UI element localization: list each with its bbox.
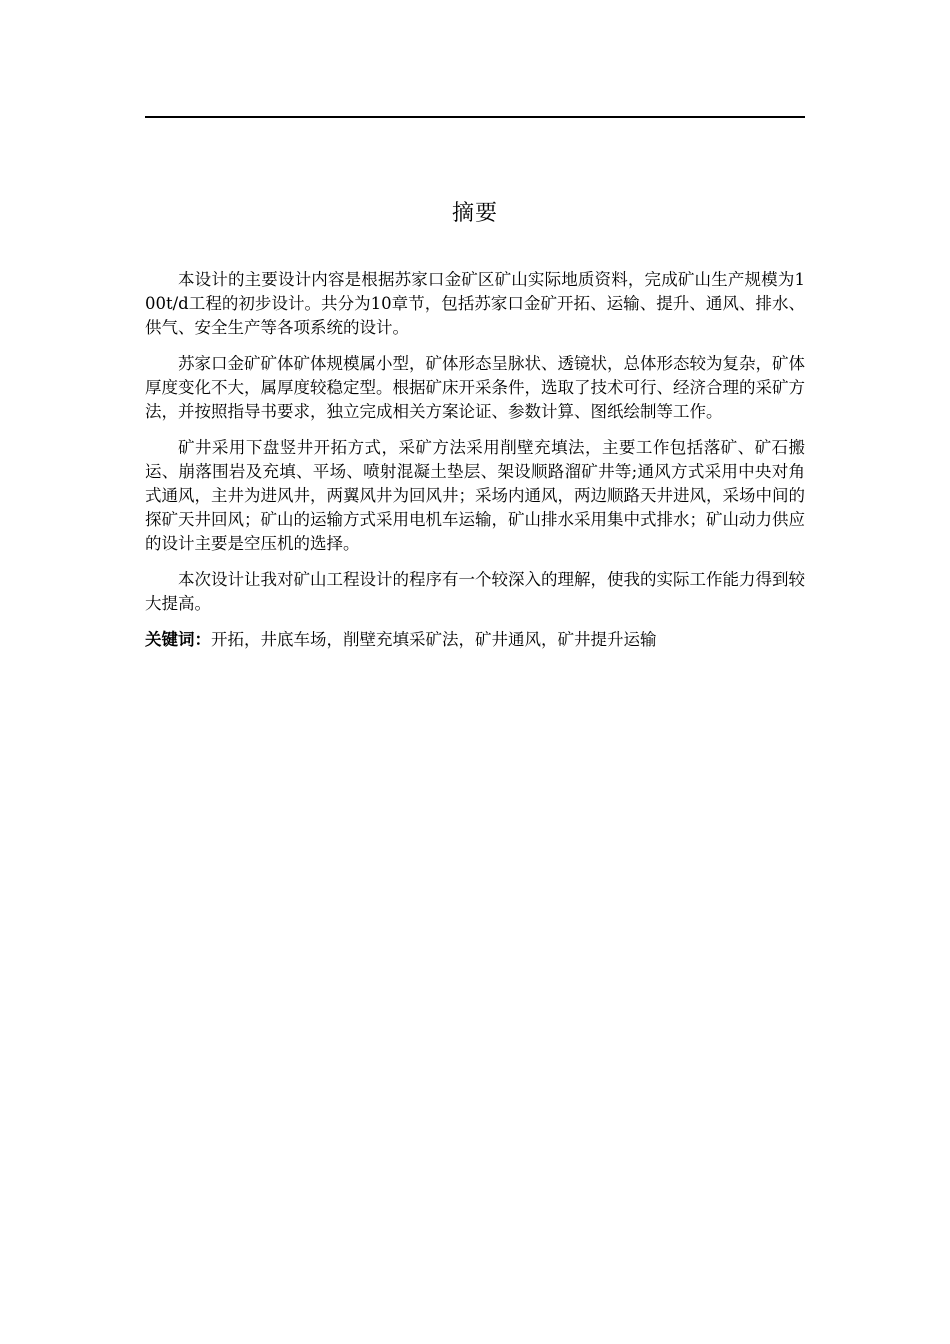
keywords-label: 关键词： (145, 630, 211, 649)
abstract-paragraph-2: 苏家口金矿矿体矿体规模属小型，矿体形态呈脉状、透镜状，总体形态较为复杂，矿体厚度变化不大，属厚度较稳定型。根据矿床开采条件，选取了技术可行、经济合理的采矿方法，并按照指导书要求，独立完成相关方案论证、参数计算、图纸绘制等工作。 (145, 354, 805, 421)
header-rule (145, 116, 805, 118)
abstract-paragraph-4: 本次设计让我对矿山工程设计的程序有一个较深入的理解，使我的实际工作能力得到较大提高。 (145, 570, 805, 613)
keywords-line (145, 628, 805, 652)
abstract-title: 摘要 (451, 201, 498, 226)
keywords-text: 开拓，井底车场，削壁充填采矿法，矿井通风，矿井提升运输 (211, 630, 657, 649)
abstract-paragraph-1: 本设计的主要设计内容是根据苏家口金矿区矿山实际地质资料，完成矿山生产规模为100t/d工程的初步设计。共分为10章节，包括苏家口金矿开拓、运输、提升、通风、排水、供气、安全生产等各项系统的设计。 (145, 270, 805, 337)
abstract-body (145, 268, 805, 652)
abstract-paragraph-3: 矿井采用下盘竖井开拓方式，采矿方法采用削壁充填法，主要工作包括落矿、矿石搬运、崩落围岩及充填、平场、喷射混凝土垫层、架设顺路溜矿井等;通风方式采用中央对角式通风，主井为进风井，两翼风井为回风井；采场内通风，两边顺路天井进风，采场中间的探矿天井回风；矿山的运输方式采用电机车运输，矿山排水采用集中式排水；矿山动力供应的设计主要是空压机的选择。 (145, 438, 805, 553)
